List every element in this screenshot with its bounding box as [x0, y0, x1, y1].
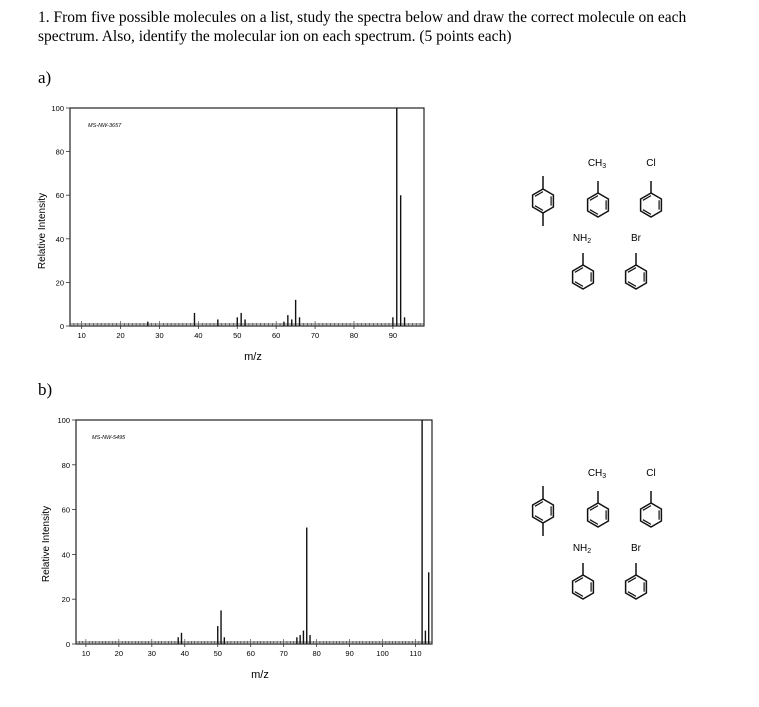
- toluene-ring: [533, 499, 554, 523]
- y-tick-label: 20: [55, 278, 64, 288]
- methylbenzene-ring: [588, 503, 609, 527]
- spectrum-code: MS-NW-5495: [92, 435, 126, 441]
- x-tick-label: 70: [310, 331, 320, 340]
- y-tick-label: 20: [61, 595, 70, 605]
- ch3-label: $CH_3$: [587, 158, 607, 170]
- question-line-1: 1. From five possible molecules on a list, study the spectra below and draw the correct molecule on each: [38, 9, 687, 26]
- nh2-label: $NH_2$: [572, 543, 592, 555]
- x-tick-label: 50: [213, 649, 222, 658]
- x-tick-label: 30: [155, 331, 164, 340]
- chlorobenzene-ring: [641, 503, 662, 527]
- aniline-ring: [573, 575, 594, 599]
- part-a-label: a): [38, 68, 52, 87]
- x-tick-label: 10: [81, 649, 91, 658]
- x-tick-label: 20: [116, 331, 125, 340]
- x-tick-label: 80: [349, 331, 359, 340]
- x-tick-label: 40: [180, 649, 189, 658]
- x-tick-label: 10: [77, 331, 86, 340]
- chlorobenzene-ring: [641, 193, 662, 217]
- y-tick-label: 40: [61, 550, 70, 560]
- x-tick-label: 60: [272, 331, 281, 340]
- x-tick-label: 110: [409, 649, 422, 658]
- y-tick-label: 80: [55, 147, 64, 157]
- question-text: [38, 8, 753, 46]
- br-label: Br: [631, 233, 641, 244]
- x-tick-label: 90: [345, 649, 354, 658]
- y-axis-label: Relative Intensity: [41, 505, 52, 583]
- methylbenzene-ring: [588, 193, 609, 217]
- x-tick-label: 60: [246, 649, 255, 658]
- plot-frame: [76, 420, 432, 644]
- nh2-label: $NH_2$: [572, 233, 592, 245]
- toluene-ring: [533, 189, 554, 213]
- y-tick-label: 0: [59, 322, 64, 331]
- y-tick-label: 100: [57, 416, 70, 425]
- spectrum-a-chart: [32, 98, 432, 370]
- x-tick-label: 20: [114, 649, 124, 658]
- question-line-2: spectrum. Also, identify the molecular ion on each spectrum. (5 points each): [38, 28, 512, 45]
- part-b-label: b): [38, 380, 53, 399]
- y-tick-label: 60: [61, 505, 70, 515]
- x-tick-label: 30: [147, 649, 156, 658]
- y-tick-label: 40: [55, 234, 64, 244]
- y-tick-label: 80: [61, 460, 70, 470]
- aniline-ring: [573, 265, 594, 289]
- molecule-choices-a: [518, 145, 688, 305]
- br-label: Br: [631, 543, 641, 554]
- cl-label: Cl: [646, 158, 656, 169]
- y-axis-label: Relative Intensity: [37, 192, 48, 270]
- bromobenzene-ring: [626, 575, 647, 599]
- x-tick-label: 50: [233, 331, 242, 340]
- x-tick-label: 100: [376, 649, 389, 658]
- spectrum-code: MS-NW-3657: [88, 123, 122, 129]
- x-tick-label: 80: [312, 649, 321, 658]
- y-tick-label: 60: [55, 191, 64, 201]
- y-tick-label: 0: [65, 640, 70, 649]
- x-axis-label: m/z: [244, 351, 262, 363]
- molecule-choices-b: [518, 455, 688, 615]
- cl-label: Cl: [646, 468, 656, 479]
- x-tick-label: 90: [388, 331, 398, 340]
- ch3-label: $CH_3$: [587, 468, 607, 480]
- x-tick-label: 70: [279, 649, 288, 658]
- x-tick-label: 40: [194, 331, 203, 340]
- x-axis-label: m/z: [251, 669, 269, 681]
- spectrum-b-chart: [36, 408, 436, 688]
- y-tick-label: 100: [51, 104, 64, 113]
- plot-frame: [70, 108, 424, 326]
- bromobenzene-ring: [626, 265, 647, 289]
